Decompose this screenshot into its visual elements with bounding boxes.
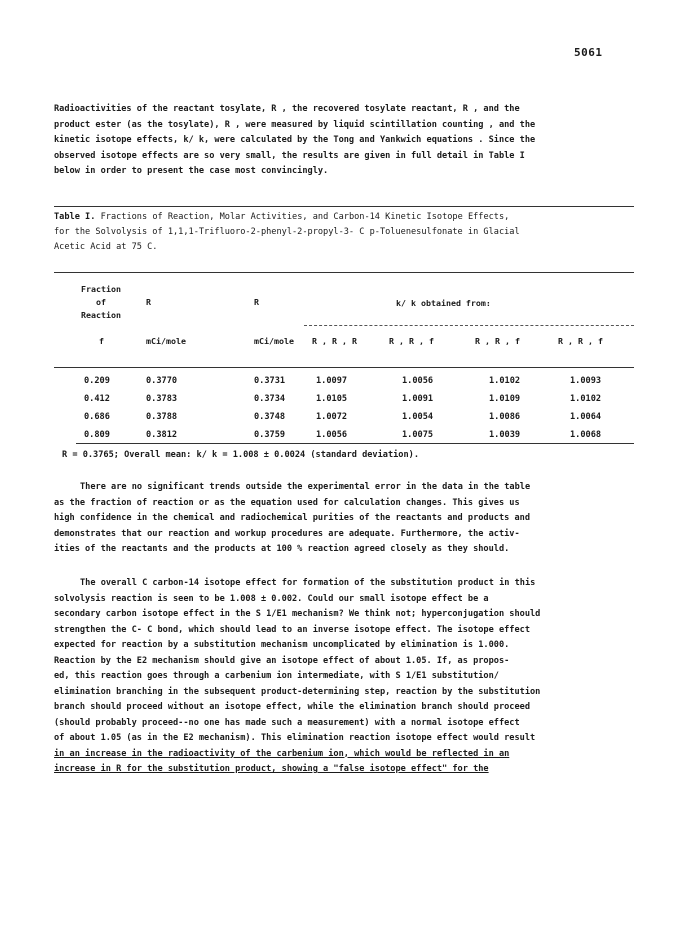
header-subcol-3: R , R , f: [475, 336, 520, 346]
header-unit-r: mCi/mole: [146, 336, 186, 346]
table-cell: 1.0086: [489, 412, 521, 422]
header-subcol-2: R , R , f: [389, 336, 434, 346]
text-line: ities of the reactants and the products at 100 % reaction agreed closely as they should.: [54, 544, 510, 554]
header-kk-title: k/ k obtained from:: [396, 298, 491, 308]
table-cell: 1.0056: [316, 430, 348, 440]
table-cell: 1.0068: [570, 430, 602, 440]
table-cell: 0.3812: [146, 430, 178, 440]
text-line: increase in R for the substitution product, showing a "false isotope effect" for the: [54, 764, 489, 774]
table-cell: 0.686: [84, 412, 110, 422]
table-top-rule: [54, 206, 634, 207]
text-line: secondary carbon isotope effect in the S 1/E1 mechanism? We think not; hyperconjugation should: [54, 609, 541, 619]
table-cell: 1.0093: [570, 376, 602, 386]
header-subcol-4: R , R , f: [558, 336, 603, 346]
caption-line: Acetic Acid at 75 C.: [54, 242, 158, 252]
table-cell: 0.3770: [146, 376, 178, 386]
page-number: 5061: [574, 46, 603, 59]
text-line: below in order to present the case most convincingly.: [54, 166, 329, 176]
table-cell: 0.809: [84, 430, 110, 440]
table-cell: 1.0056: [402, 376, 434, 386]
text-line: Radioactivities of the reactant tosylate, R , the recovered tosylate reactant, R , and the: [54, 104, 520, 114]
table-cell: 1.0075: [402, 430, 434, 440]
text-line: high confidence in the chemical and radiochemical purities of the reactants and products and: [54, 513, 530, 523]
body-paragraph-2: [54, 576, 634, 778]
table-cell: 1.0039: [489, 430, 521, 440]
caption-line: Fractions of Reaction, Molar Activities, and Carbon-14 Kinetic Isotope Effects,: [100, 212, 510, 222]
table-cell: 1.0091: [402, 394, 434, 404]
header-r-col: R: [146, 297, 151, 307]
text-line: elimination branching in the subsequent product-determining step, reaction by the substitution: [54, 686, 541, 697]
table-cell: 1.0097: [316, 376, 348, 386]
table-cell: 0.3734: [254, 394, 286, 404]
text-line: in an increase in the radioactivity of the carbenium ion, which would be reflected in an: [54, 748, 510, 759]
text-line: product ester (as the tosylate), R , were measured by liquid scintillation counting , and the: [54, 119, 536, 130]
intro-paragraph: [54, 102, 634, 180]
table-cell: 1.0105: [316, 394, 348, 404]
header-fraction: Fraction of Reaction: [81, 284, 121, 320]
table-cell: 1.0064: [570, 412, 602, 422]
text-line: expected for reaction by a substitution mechanism uncomplicated by elimination is 1.000.: [54, 640, 510, 650]
table-bottom-rule: [76, 443, 634, 444]
table-body-rule: [54, 367, 634, 368]
table-cell: 1.0109: [489, 394, 521, 404]
table-cell: 0.3783: [146, 394, 178, 404]
text-line: branch should proceed without an isotope effect, while the elimination branch should proceed: [54, 702, 530, 712]
table-cell: 0.209: [84, 376, 110, 386]
text-line: as the fraction of reaction or as the equation used for calculation changes. This gives us: [54, 497, 520, 508]
text-line: demonstrates that our reaction and workup procedures are adequate. Furthermore, the activ-: [54, 528, 520, 539]
table-cell: 0.3759: [254, 430, 286, 440]
caption-line: for the Solvolysis of 1,1,1-Trifluoro-2-phenyl-2-propyl-3- C p-Toluenesulfonate in Glacial: [54, 227, 520, 237]
text-line: There are no significant trends outside the experimental error in the data in the table: [80, 482, 531, 492]
text-line: of about 1.05 (as in the E2 mechanism). This elimination reaction isotope effect would result: [54, 733, 536, 743]
header-f: f: [99, 336, 104, 346]
header-p-col: R: [254, 297, 259, 307]
table-cell: 0.3788: [146, 412, 178, 422]
text-line: strengthen the C- C bond, which should lead to an inverse isotope effect. The isotope effect: [54, 624, 530, 635]
header-subcol-1: R , R , R: [312, 336, 357, 346]
table-cell: 0.412: [84, 394, 110, 404]
table-footnote: R = 0.3765; Overall mean: k/ k = 1.008 ± 0.0024 (standard deviation).: [62, 450, 419, 460]
text-line: (should probably proceed--no one has made such a measurement) with a normal isotope effect: [54, 717, 520, 728]
table-cell: 1.0054: [402, 412, 434, 422]
text-line: The overall C carbon-14 isotope effect for formation of the substitution product in this: [80, 578, 536, 588]
header-dashed-rule: [304, 325, 634, 326]
table-header-rule: [54, 272, 634, 273]
body-paragraph-1: [54, 480, 634, 558]
header-unit-p: mCi/mole: [254, 336, 294, 346]
text-line: kinetic isotope effects, k/ k, were calculated by the Tong and Yankwich equations . Since the: [54, 135, 536, 145]
table-cell: 0.3731: [254, 376, 286, 386]
table-caption: [54, 210, 634, 255]
table-cell: 1.0102: [570, 394, 602, 404]
table-cell: 1.0102: [489, 376, 521, 386]
table-label: Table I.: [54, 212, 96, 222]
table-cell: 1.0072: [316, 412, 348, 422]
text-line: ed, this reaction goes through a carbenium ion intermediate, with S 1/E1 substitution/: [54, 671, 499, 681]
text-line: observed isotope effects are so very small, the results are given in full detail in Table I: [54, 150, 525, 161]
table-cell: 0.3748: [254, 412, 286, 422]
text-line: solvolysis reaction is seen to be 1.008 ± 0.002. Could our small isotope effect be a: [54, 593, 489, 604]
text-line: Reaction by the E2 mechanism should give an isotope effect of about 1.05. If, as propos-: [54, 655, 510, 666]
